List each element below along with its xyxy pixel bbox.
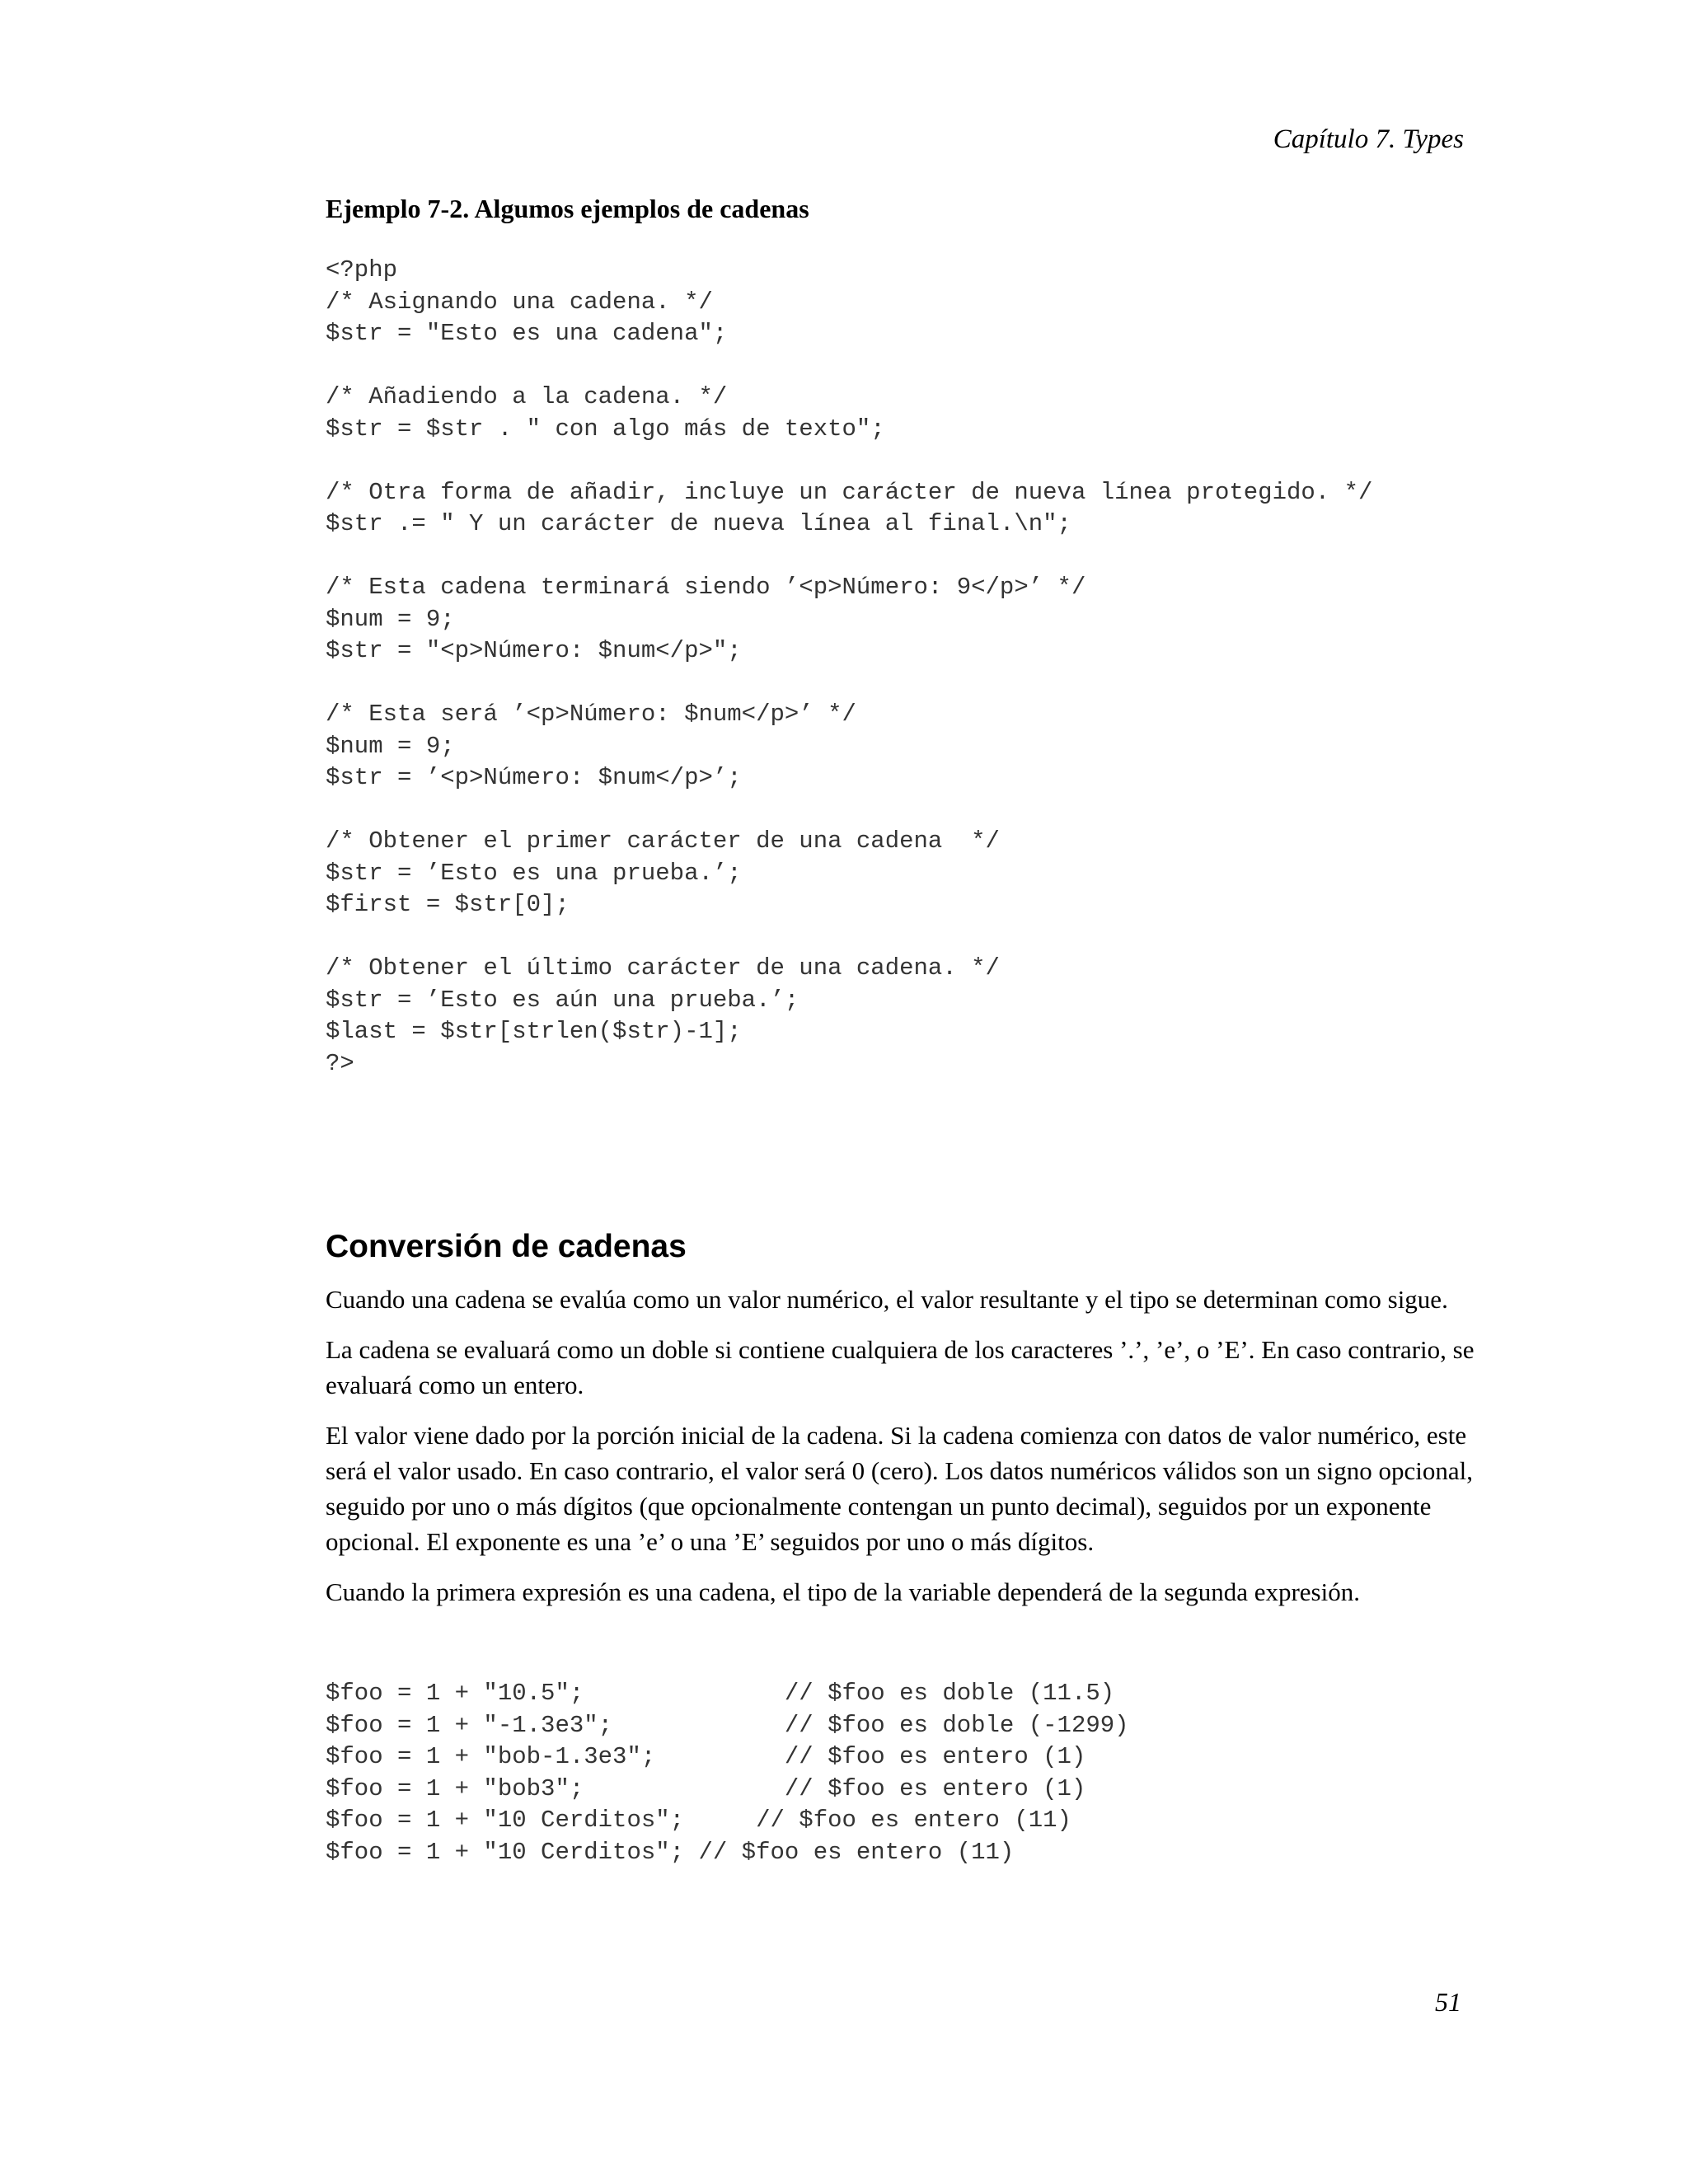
code-line: $str .= " Y un carácter de nueva línea al final.\n"; bbox=[326, 510, 1071, 537]
code-block-examples bbox=[326, 255, 1372, 1080]
running-header: Capítulo 7. Types bbox=[1273, 124, 1464, 154]
page-number: 51 bbox=[1435, 1987, 1461, 2017]
code-line: $num = 9; bbox=[326, 605, 455, 633]
code-line: $str = "<p>Número: $num</p>"; bbox=[326, 637, 742, 664]
code-line: $str = ’Esto es una prueba.’; bbox=[326, 859, 742, 887]
section-heading: Conversión de cadenas bbox=[326, 1229, 687, 1264]
code-line: $num = 9; bbox=[326, 732, 455, 760]
code-line: /* Obtener el último carácter de una cadena. */ bbox=[326, 954, 1000, 982]
code-line: /* Esta será ’<p>Número: $num</p>’ */ bbox=[326, 701, 856, 728]
code-line: $foo = 1 + "bob3"; // $foo es entero (1) bbox=[326, 1774, 1086, 1802]
code-line bbox=[326, 445, 1372, 477]
paragraph: Cuando la primera expresión es una cadena, el tipo de la variable dependerá de la segunda expresión. bbox=[326, 1577, 1360, 1606]
paragraph: Cuando una cadena se evalúa como un valor numérico, el valor resultante y el tipo se determinan como sigue. bbox=[326, 1285, 1448, 1314]
code-line bbox=[326, 921, 1372, 954]
code-line: <?php bbox=[326, 256, 398, 284]
code-block-conversion bbox=[326, 1678, 1129, 1868]
code-line: $foo = 1 + "-1.3e3"; // $foo es doble (-1299) bbox=[326, 1711, 1129, 1739]
code-line: /* Otra forma de añadir, incluye un carácter de nueva línea protegido. */ bbox=[326, 478, 1373, 506]
code-line: $first = $str[0]; bbox=[326, 891, 570, 918]
code-line bbox=[326, 350, 1372, 382]
code-line: $str = ’<p>Número: $num</p>’; bbox=[326, 764, 742, 791]
example-title: Ejemplo 7-2. Algumos ejemplos de cadenas bbox=[326, 194, 809, 223]
paragraph: La cadena se evaluará como un doble si contiene cualquiera de los caracteres ’.’, ’e’, o ’E’. En caso contrario, se evaluará como un entero. bbox=[326, 1335, 1475, 1399]
code-line bbox=[326, 794, 1372, 827]
section-body bbox=[326, 1282, 1479, 1624]
code-line: /* Esta cadena terminará siendo ’<p>Número: 9</p>’ */ bbox=[326, 574, 1086, 601]
code-line: $foo = 1 + "10.5"; // $foo es doble (11.5) bbox=[326, 1680, 1115, 1707]
code-line: ?> bbox=[326, 1049, 354, 1077]
code-line: $str = "Esto es una cadena"; bbox=[326, 320, 728, 347]
code-line: $last = $str[strlen($str)-1]; bbox=[326, 1018, 742, 1045]
paragraph: El valor viene dado por la porción inicial de la cadena. Si la cadena comienza con datos de valor numérico, este será el valor usado. En caso contrario, el valor será 0 (cero). Los datos numéricos válidos son un signo opcional, seguido por uno o más dígitos (que opcionalmente contengan un punto decimal), seguidos por un exponente opcional. El exponente es una ’e’ o una ’E’ seguidos por uno o más dígitos. bbox=[326, 1421, 1474, 1556]
code-line: $str = ’Esto es aún una prueba.’; bbox=[326, 986, 799, 1014]
code-line: $foo = 1 + "10 Cerditos"; // $foo es entero (11) bbox=[326, 1838, 1015, 1866]
code-line: $foo = 1 + "10 Cerditos"; // $foo es entero (11) bbox=[326, 1807, 1071, 1834]
code-line bbox=[326, 668, 1372, 700]
code-line: $foo = 1 + "bob-1.3e3"; // $foo es entero (1) bbox=[326, 1743, 1086, 1770]
code-line: /* Añadiendo a la cadena. */ bbox=[326, 383, 728, 410]
code-line: /* Obtener el primer carácter de una cadena */ bbox=[326, 827, 1000, 855]
code-line: $str = $str . " con algo más de texto"; bbox=[326, 415, 885, 443]
code-line: /* Asignando una cadena. */ bbox=[326, 288, 713, 316]
code-line bbox=[326, 541, 1372, 573]
